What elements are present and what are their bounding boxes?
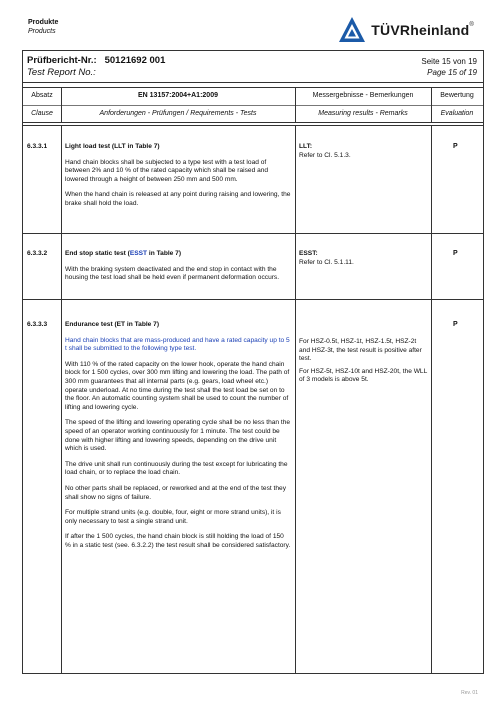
tuv-triangle-icon — [337, 15, 367, 45]
report-number: 50121692 001 — [104, 55, 166, 66]
requirement-text: End stop static test (ESST in Table 7) With the braking system deactivated and the end stop in contact with the housing the test load shall be held even if permanent deformation occurs. — [65, 250, 280, 282]
clause-number: 6.3.3.3 — [27, 321, 48, 328]
report-header — [23, 51, 483, 83]
evaluation-mark: P — [453, 143, 458, 150]
logo-text: TÜVRheinland® — [371, 22, 474, 38]
col-requirements: EN 13157:2004+A1:2009 Anforderungen - Prüfungen / Requirements - Tests — [99, 92, 257, 117]
tuv-logo — [337, 13, 474, 47]
revision-label: Rev. 01 — [461, 690, 478, 696]
clause-number: 6.3.3.2 — [27, 250, 48, 257]
result-text: LLT: Refer to Cl. 5.1.3. — [299, 143, 351, 159]
report-frame — [22, 50, 484, 674]
page-en: Page 15 of 19 — [427, 68, 477, 77]
col-evaluation: Bewertung Evaluation — [440, 92, 474, 117]
col-results: Messergebnisse - Bemerkungen Measuring results - Remarks — [312, 92, 414, 117]
requirement-text: Endurance test (ET in Table 7) Hand chain blocks that are mass-produced and have a rated capacity up to 5 t shall be submitted to the following type test. With 110 % of the rated capacity on the lower hook, operate the hand chain block for 1 500 cycles, over 300 mm lifting and lowering the load. The path of 300 mm guarantees that all internal parts (e.g. gears, load wheel etc.) operate underload. At no time during the test shall the test load be set on to the floor. An automatic counting system shall be used to count the number of lifting and lowering cycle. The speed of the lifting and lowering operating cycle shall be no less than the speed of an operator working continuously for 1 minute. The test could be done with higher lifting and lowering speeds, depending on the drive unit which is used. The drive unit shall run continuously during the test except for lubricating the load chain, or to replace the load chain. No other parts shall be replaced, or reworked and at the end of the test they shall show no signs of failure. For multiple strand units (e.g. double, four, eight or more strand units), it is only necessary to test a single strand unit. If after the 1 500 cycles, the hand chain block is still holding the load of 150 % in a static test (see. 6.3.2.2) the test result shall be considered satisfactory. — [65, 321, 291, 549]
produkte-label: Produkte — [28, 19, 59, 26]
requirement-text: Light load test (LLT in Table 7) Hand chain blocks shall be subjected to a type test with a test load of between 2% and 10 % of the rated capacity which shall be raised and lowered through a height of between 250 mm and 500 mm. When the hand chain is released at any point during raising and lowering, the brake shall hold the load. — [65, 143, 291, 207]
header-products — [28, 18, 58, 36]
evaluation-mark: P — [453, 250, 458, 257]
evaluation-mark: P — [453, 321, 458, 328]
result-text: ESST: Refer to Cl. 5.1.11. — [299, 250, 354, 266]
clause-number: 6.3.3.1 — [27, 143, 48, 150]
report-number-line: Prüfbericht-Nr.: 50121692 001 — [27, 55, 166, 66]
report-label-en: Test Report No.: — [27, 67, 96, 78]
page-de: Seite 15 von 19 — [421, 57, 477, 66]
column-header — [23, 87, 483, 123]
products-label: Products — [28, 28, 56, 35]
result-text: For HSZ-0.5t, HSZ-1t, HSZ-1.5t, HSZ-2t and HSZ-3t, the test result is positive after test. For HSZ-5t, HSZ-10t and HSZ-20t, the WLL of 3 models is above 5t. — [299, 338, 428, 384]
col-clause: Absatz Clause — [31, 92, 53, 117]
